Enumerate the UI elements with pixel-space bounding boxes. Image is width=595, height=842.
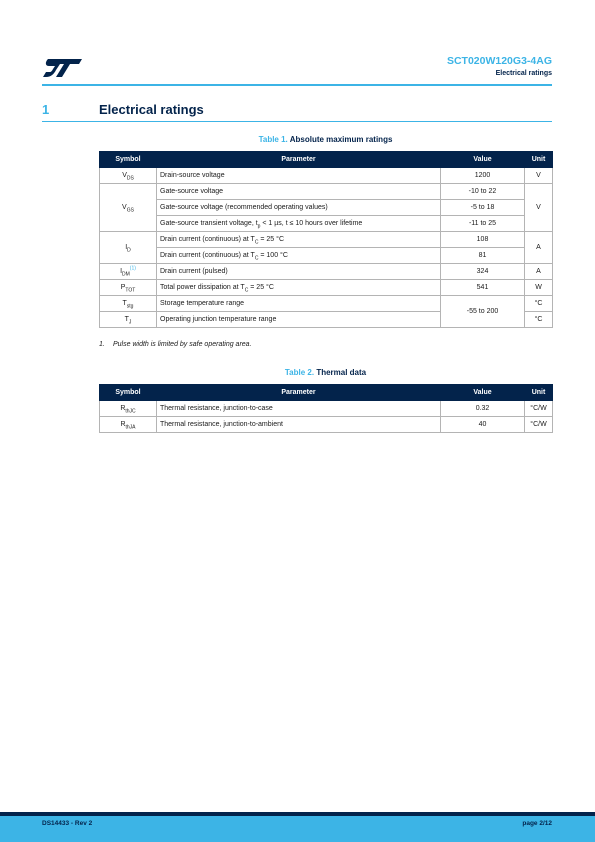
- table-row: [100, 184, 553, 200]
- footnote-number: 1.: [99, 341, 105, 348]
- parameter-cell: Drain current (continuous) at $T_C = 100$ °C: [157, 248, 441, 264]
- parameter-cell: Total power dissipation at $T_C = 25$ °C: [157, 280, 441, 296]
- header-value: Value: [441, 152, 525, 168]
- value-cell: -11 to 25: [441, 216, 525, 232]
- parameter-cell: Gate-source voltage (recommended operating values): [157, 200, 441, 216]
- symbol-cell: $I_D$: [100, 232, 157, 264]
- table-row: [100, 200, 553, 216]
- value-cell: 541: [441, 280, 525, 296]
- table-row: [100, 296, 553, 312]
- section-title: Electrical ratings: [99, 102, 204, 117]
- unit-cell: °C: [525, 296, 553, 312]
- table-row: [100, 248, 553, 264]
- unit-cell: °C: [525, 312, 553, 328]
- value-cell: -10 to 22: [441, 184, 525, 200]
- table2-caption-text: Thermal data: [316, 368, 367, 377]
- parameter-cell: Drain current (continuous) at $T_C = 25$ °C: [157, 232, 441, 248]
- unit-cell: °C/W: [525, 401, 553, 417]
- table-row: [100, 216, 553, 232]
- table1-caption: [99, 135, 552, 144]
- footnote-reference[interactable]: (1): [129, 265, 136, 272]
- unit-cell: W: [525, 280, 553, 296]
- symbol-cell: $R_{thJC}$: [100, 401, 157, 417]
- symbol-cell: $V_{DS}$: [100, 168, 157, 184]
- parameter-cell: Drain-source voltage: [157, 168, 441, 184]
- value-cell: -55 to 200: [441, 296, 525, 328]
- value-cell: 81: [441, 248, 525, 264]
- parameter-cell: Storage temperature range: [157, 296, 441, 312]
- running-section-label: Electrical ratings: [495, 70, 552, 77]
- document-title: SCT020W120G3-4AG: [446, 55, 552, 67]
- header-symbol: Symbol: [100, 385, 157, 401]
- header-divider: [42, 84, 552, 86]
- symbol-cell: $I_{DM}^{(1)}$: [100, 264, 157, 280]
- parameter-cell: Gate-source voltage: [157, 184, 441, 200]
- unit-cell: V: [525, 168, 553, 184]
- parameter-cell: Drain current (pulsed): [157, 264, 441, 280]
- table-header-row: [100, 385, 553, 401]
- table-row: [100, 401, 553, 417]
- header-parameter: Parameter: [157, 385, 441, 401]
- unit-cell: A: [525, 232, 553, 264]
- table-header-row: [100, 152, 553, 168]
- header-symbol: Symbol: [100, 152, 157, 168]
- symbol-cell: $T_{stg}$: [100, 296, 157, 312]
- section-number: 1: [42, 102, 50, 117]
- header-value: Value: [441, 385, 525, 401]
- table1-caption-text: Absolute maximum ratings: [289, 135, 393, 144]
- value-cell: 324: [441, 264, 525, 280]
- value-cell: 108: [441, 232, 525, 248]
- value-cell: 40: [441, 417, 525, 433]
- parameter-cell: Operating junction temperature range: [157, 312, 441, 328]
- unit-cell: °C/W: [525, 417, 553, 433]
- table-row: [100, 168, 553, 184]
- table2-caption-number: Table 2.: [284, 368, 315, 377]
- table2-caption: [99, 368, 552, 377]
- symbol-cell: $V_{GS}$: [100, 184, 157, 232]
- table1-caption-number: Table 1.: [258, 135, 288, 144]
- page-number: page 2/12: [522, 820, 552, 827]
- absolute-maximum-ratings-table: [99, 151, 553, 328]
- table-row: [100, 417, 553, 433]
- parameter-cell: Thermal resistance, junction-to-case: [157, 401, 441, 417]
- symbol-cell: $R_{thJA}$: [100, 417, 157, 433]
- value-cell: 1200: [441, 168, 525, 184]
- unit-cell: A: [525, 264, 553, 280]
- table1-footnote: [99, 341, 252, 348]
- st-logo-icon: [42, 57, 84, 79]
- header-unit: Unit: [525, 385, 553, 401]
- footnote-text: Pulse width is limited by safe operating area.: [113, 341, 252, 348]
- value-cell: 0.32: [441, 401, 525, 417]
- parameter-cell: Gate-source transient voltage, $t_p < 1$ µs, t ≤ 10 hours over lifetime: [157, 216, 441, 232]
- unit-cell: V: [525, 184, 553, 232]
- value-cell: -5 to 18: [441, 200, 525, 216]
- symbol-cell: $P_{TOT}$: [100, 280, 157, 296]
- table-row: [100, 264, 553, 280]
- header-parameter: Parameter: [157, 152, 441, 168]
- table-row: [100, 232, 553, 248]
- document-revision: DS14433 - Rev 2: [42, 820, 93, 827]
- header-unit: Unit: [525, 152, 553, 168]
- thermal-data-table: [99, 384, 553, 433]
- section-divider: [42, 121, 552, 122]
- parameter-cell: Thermal resistance, junction-to-ambient: [157, 417, 441, 433]
- symbol-cell: $T_J$: [100, 312, 157, 328]
- table-row: [100, 280, 553, 296]
